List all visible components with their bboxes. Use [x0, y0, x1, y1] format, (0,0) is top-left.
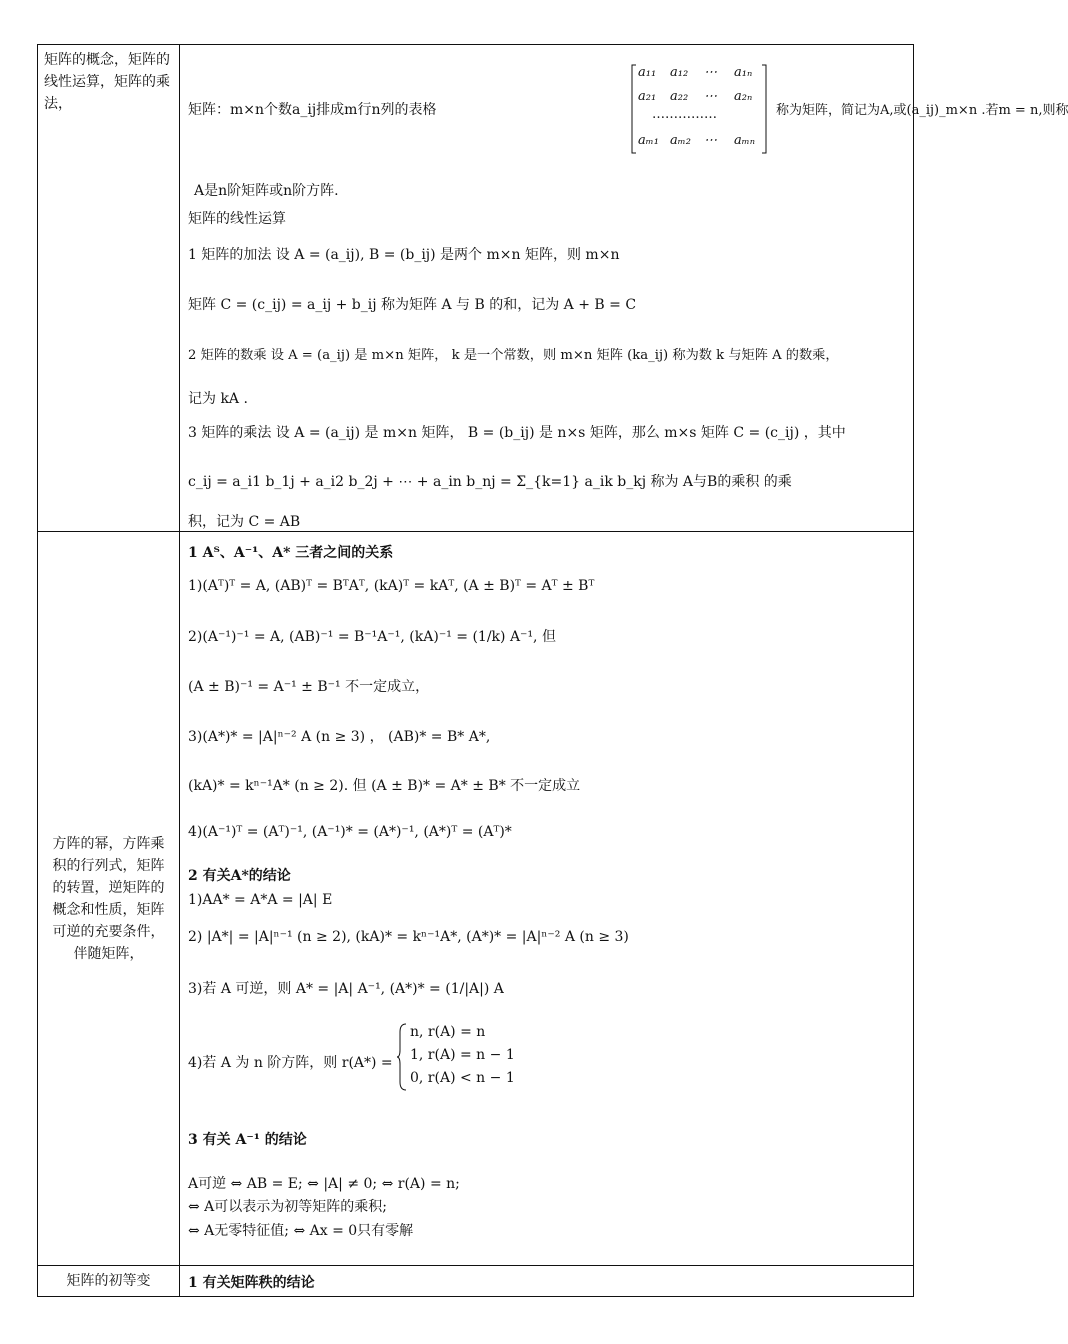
matrix-entry: a₁₂ [670, 65, 689, 80]
content-line: 称为矩阵，简记为A,或(a_ij)_m×n .若m = n,则称 [776, 103, 1068, 118]
topic-cell [38, 1266, 180, 1297]
content-line: 矩阵：m×n个数a_ij排成m行n列的表格 [188, 102, 437, 118]
matrix-dots: …………… [652, 107, 717, 122]
content-line: c_ij = a_i1 b_1j + a_i2 b_2j + ⋯ + a_in b_nj = Σ_{k=1} a_ik b_kj 称为 A与B的乘积 的乘 [188, 474, 792, 490]
content-line: A可逆 ⇔ AB = E; ⇔ |A| ≠ 0; ⇔ r(A) = n; [188, 1176, 460, 1192]
table-row [38, 1266, 914, 1297]
matrix-entry: a₁ₙ [734, 65, 753, 80]
matrix-entry: a₂ₙ [734, 89, 753, 104]
section-heading: 1 Aᵀ、A⁻¹、A* 三者之间的关系 [188, 545, 394, 561]
matrix-entry: ⋯ [704, 133, 717, 148]
content-line: 1)AA* = A*A = |A| E [188, 892, 333, 908]
content-line: 1)(Aᵀ)ᵀ = A, (AB)ᵀ = BᵀAᵀ, (kA)ᵀ = kAᵀ, (A ± B)ᵀ = Aᵀ ± Bᵀ [188, 578, 595, 594]
case-line: 0, r(A) < n − 1 [410, 1070, 515, 1086]
content-line: ⇔ A可以表示为初等矩阵的乘积; [188, 1199, 388, 1215]
matrix-entry: aₘₙ [734, 133, 755, 148]
matrix-table [630, 63, 768, 155]
content-line: 4)(A⁻¹)ᵀ = (Aᵀ)⁻¹, (A⁻¹)* = (A*)⁻¹, (A*)ᵀ = (Aᵀ)* [188, 824, 512, 840]
content-line: 2) |A*| = |A|ⁿ⁻¹ (n ≥ 2), (kA)* = kⁿ⁻¹A*, (A*)* = |A|ⁿ⁻² A (n ≥ 3) [188, 929, 629, 945]
content-line: 1 矩阵的加法 设 A = (a_ij), B = (b_ij) 是两个 m×n 矩阵，则 m×n [188, 247, 620, 263]
case-line: n, r(A) = n [410, 1024, 486, 1040]
content-line: 记为 kA . [188, 391, 248, 407]
case-line: 1, r(A) = n − 1 [410, 1047, 515, 1063]
content-line: ⇔ A无零特征值; ⇔ Ax = 0只有零解 [188, 1223, 414, 1239]
notes-table [37, 44, 1068, 1297]
matrix-entry: a₂₂ [670, 89, 689, 104]
table-row [38, 45, 914, 532]
table-row [38, 532, 914, 1266]
section-heading: 3 有关 A⁻¹ 的结论 [188, 1132, 307, 1148]
section-heading: 1 有关矩阵秩的结论 [188, 1275, 315, 1291]
content-line: A是n阶矩阵或n阶方阵. [194, 183, 339, 199]
section-heading: 2 有关A*的结论 [188, 868, 291, 884]
matrix-entry: ⋯ [704, 65, 717, 80]
notes-table-wrapper [37, 44, 1068, 1295]
content-line: 矩阵的线性运算 [188, 211, 286, 227]
content-cell [180, 1266, 914, 1297]
content-cell [180, 532, 914, 1266]
content-cell [180, 45, 1068, 532]
content-line: (A ± B)⁻¹ = A⁻¹ ± B⁻¹ 不一定成立， [188, 679, 430, 695]
topic-label: 矩阵的概念，矩阵的线性运算，矩阵的乘法， [44, 52, 170, 112]
content-line: 3 矩阵的乘法 设 A = (a_ij) 是 m×n 矩阵， B = (b_ij) 是 n×s 矩阵，那么 m×s 矩阵 C = (c_ij) ，其中 [188, 425, 846, 441]
content-line: (kA)* = kⁿ⁻¹A* (n ≥ 2). 但 (A ± B)* = A* ± B* 不一定成立 [188, 778, 581, 794]
content-line: 2 矩阵的数乘 设 A = (a_ij) 是 m×n 矩阵， k 是一个常数，则 m×n 矩阵 (ka_ij) 称为数 k 与矩阵 A 的数乘， [188, 348, 839, 363]
cases-brace [396, 1022, 408, 1092]
content-line: 矩阵 C = (c_ij) = a_ij + b_ij 称为矩阵 A 与 B 的和，记为 A + B = C [188, 297, 637, 313]
content-line: 3)(A*)* = |A|ⁿ⁻² A (n ≥ 3) ， (AB)* = B* A*, [188, 729, 491, 745]
matrix-entry: aₘ₁ [638, 133, 659, 148]
topic-cell [38, 45, 180, 532]
matrix-entry: aₘ₂ [670, 133, 691, 148]
topic-label: 方阵的幂，方阵乘积的行列式，矩阵的转置，逆矩阵的概念和性质，矩阵可逆的充要条件，伴随矩阵， [52, 835, 165, 962]
content-line: 积，记为 C = AB [188, 514, 301, 530]
content-line: 4)若 A 为 n 阶方阵，则 r(A*) = [188, 1055, 393, 1071]
matrix-entry: a₁₁ [638, 65, 657, 80]
content-line: 3)若 A 可逆，则 A* = |A| A⁻¹, (A*)* = (1/|A|) A [188, 981, 504, 997]
content-line: 2)(A⁻¹)⁻¹ = A, (AB)⁻¹ = B⁻¹A⁻¹, (kA)⁻¹ = (1/k) A⁻¹, 但 [188, 629, 556, 645]
topic-cell [38, 532, 180, 1266]
matrix-entry: ⋯ [704, 89, 717, 104]
matrix-entry: a₂₁ [638, 89, 657, 104]
topic-label: 矩阵的初等变 [66, 1273, 151, 1289]
